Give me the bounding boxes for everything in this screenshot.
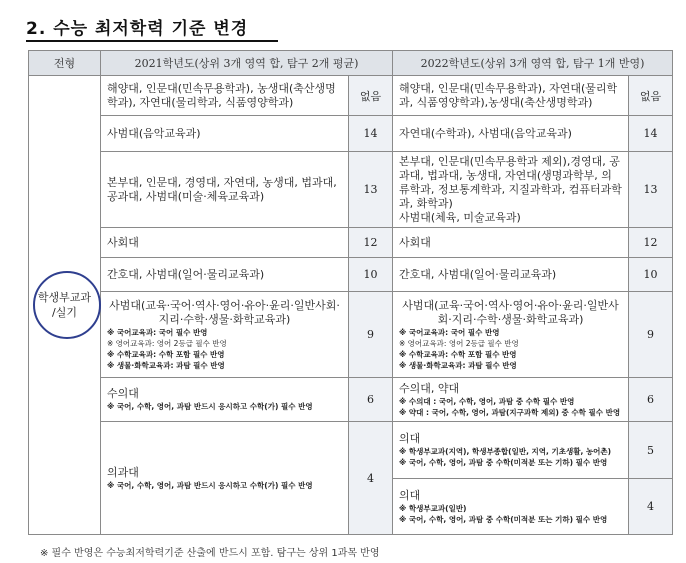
units-2021: 해양대, 인문대(민속무용학과), 농생대(축산생명학과), 자연대(물리학과, 식품영양학과) (101, 76, 349, 116)
units-2021-cell (101, 292, 349, 378)
note-2021: ※ 국어, 수학, 영어, 과탐 반드시 응시하고 수학(가) 필수 반영 (107, 480, 313, 490)
units-2022: 의대 (399, 432, 421, 445)
note-2021: ※ 국어교육과: 국어 필수 반영 (107, 327, 208, 337)
note-2022: ※ 국어교육과: 국어 필수 반영 (399, 327, 500, 337)
table-row (29, 152, 673, 228)
score-2021: 14 (349, 116, 393, 152)
units-2022: 사회대 (393, 228, 629, 258)
table-row (29, 292, 673, 378)
score-2022: 9 (629, 292, 673, 378)
score-2022: 10 (629, 258, 673, 292)
units-2022-cell (393, 292, 629, 378)
units-2022: 의대 (399, 488, 421, 502)
score-2021: 10 (349, 258, 393, 292)
score-2022: 4 (629, 479, 673, 535)
note-2022: ※ 학생부교과(일반) (399, 503, 467, 513)
score-2022: 12 (629, 228, 673, 258)
note-2021: ※ 국어, 수학, 영어, 과탐 반드시 응시하고 수학(가) 필수 반영 (107, 402, 313, 411)
score-2021: 6 (349, 378, 393, 422)
score-2021: 13 (349, 152, 393, 228)
score-2022: 14 (629, 116, 673, 152)
units-2022: 본부대, 인문대(민속무용학과 제외),경영대, 공과대, 법과대, 농생대, 자연대(생명과학부, 의류학과, 정보통계학과, 지질과학과, 컴퓨터과학과, 화학과) 사범대(체육, 미술교육과) (393, 152, 629, 228)
table-row (29, 378, 673, 422)
score-2022: 6 (629, 378, 673, 422)
score-2021: 없음 (349, 76, 393, 116)
note-2022: ※ 학생부교과(지역), 학생부종합(일반, 지역, 기초생활, 농어촌) (399, 447, 612, 456)
admission-type-label: 학생부교과 /실기 (37, 291, 92, 319)
table-header-row (29, 51, 673, 76)
header-2021: 2021학년도(상위 3개 영역 합, 탐구 2개 평균) (101, 51, 393, 76)
units-2022: 해양대, 인문대(민속무용학과), 자연대(물리학과, 식품영양학과),농생대(축산생명학과) (393, 76, 629, 116)
units-2022: 수의대, 약대 (399, 381, 460, 395)
units-2022: 사범대(교육·국어·역사·영어·유아·윤리·일반사회·지리·수학·생물·화학교육과) (402, 298, 619, 326)
note-2022: ※ 수학교육과: 수학 포함 필수 반영 (399, 349, 517, 359)
note-2022: ※ 영어교육과: 영어 2등급 필수 반영 (399, 338, 519, 348)
units-2021: 사범대(교육·국어·역사·영어·유아·윤리·일반사회·지리·수학·생물·화학교육과) (109, 298, 340, 326)
units-2022-cell (393, 422, 629, 479)
note-2021: ※ 영어교육과: 영어 2등급 필수 반영 (107, 338, 227, 348)
units-2022-cell (393, 479, 629, 535)
score-2021: 4 (349, 422, 393, 535)
units-2022: 자연대(수학과), 사범대(음악교육과) (393, 116, 629, 152)
footnote: ※ 필수 반영은 수능최저학력기준 산출에 반드시 포함. 탐구는 상위 1과목 반영 (40, 548, 380, 559)
units-2021: 사범대(음악교육과) (101, 116, 349, 152)
units-2021: 본부대, 인문대, 경영대, 자연대, 농생대, 법과대, 공과대, 사범대(미술·체육교육과) (101, 152, 349, 228)
table-row (29, 228, 673, 258)
header-2022: 2022학년도(상위 3개 영역 합, 탐구 1개 반영) (393, 51, 673, 76)
score-2021: 12 (349, 228, 393, 258)
score-2022: 13 (629, 152, 673, 228)
units-2021: 의과대 (107, 465, 139, 479)
score-2022: 5 (629, 422, 673, 479)
table-row (29, 76, 673, 116)
score-2021: 9 (349, 292, 393, 378)
title-underline (26, 40, 278, 42)
table-row (29, 258, 673, 292)
header-type: 전형 (29, 51, 101, 76)
units-2021-cell (101, 378, 349, 422)
admission-type-cell (29, 76, 101, 535)
table-row (29, 422, 673, 479)
units-2021: 사회대 (101, 228, 349, 258)
units-2021: 수의대 (107, 387, 139, 400)
units-2021-cell (101, 422, 349, 535)
page-title: 2. 수능 최저학력 기준 변경 (26, 19, 249, 39)
note-2022: ※ 약대 : 국어, 수학, 영어, 과탐(지구과학 제외) 중 수학 필수 반영 (399, 407, 621, 417)
note-2022: ※ 생물·화학교육과: 과탐 필수 반영 (399, 360, 517, 370)
units-2022: 간호대, 사범대(일어·물리교육과) (393, 258, 629, 292)
score-2022: 없음 (629, 76, 673, 116)
criteria-table (28, 50, 673, 535)
units-2021: 간호대, 사범대(일어·물리교육과) (101, 258, 349, 292)
title-block (26, 14, 248, 39)
note-2022: ※ 국어, 수학, 영어, 과탐 중 수학(미적분 또는 기하) 필수 반영 (399, 514, 608, 524)
note-2022: ※ 수의대 : 국어, 수학, 영어, 과탐 중 수학 필수 반영 (399, 396, 575, 406)
note-2022: ※ 국어, 수학, 영어, 과탐 중 수학(미적분 또는 기하) 필수 반영 (399, 458, 608, 467)
highlight-circle (33, 271, 101, 339)
note-2021: ※ 생물·화학교육과: 과탐 필수 반영 (107, 360, 225, 370)
units-2022-cell (393, 378, 629, 422)
note-2021: ※ 수학교육과: 수학 포함 필수 반영 (107, 349, 225, 359)
table-row (29, 116, 673, 152)
